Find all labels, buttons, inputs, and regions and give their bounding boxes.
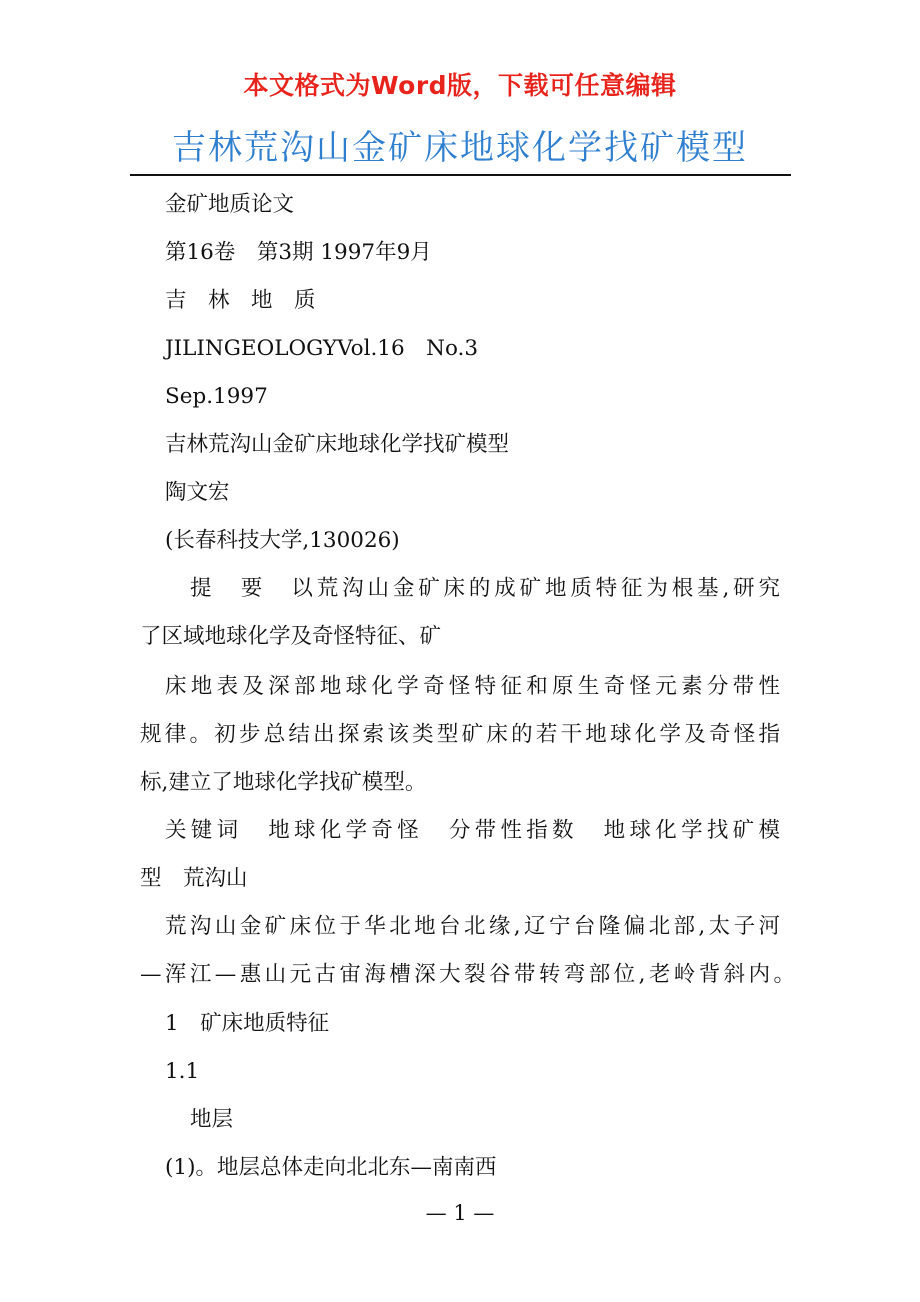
abstract-line: 规律。初步总结出探索该类型矿床的若干地球化学及奇怪指 <box>140 722 780 747</box>
journal-name-cn: 吉 林 地 质 <box>165 288 316 313</box>
format-banner: 本文格式为Word版，下载可任意编辑 <box>243 71 677 100</box>
abstract-line: 床地表及深部地球化学奇怪特征和原生奇怪元素分带性 <box>165 674 780 699</box>
article-title: 吉林荒沟山金矿床地球化学找矿模型 <box>165 432 510 457</box>
keywords-line: 关键词 地球化学奇怪 分带性指数 地球化学找矿模 <box>165 818 780 843</box>
date-en: Sep.1997 <box>165 384 268 409</box>
keywords-line: 型 荒沟山 <box>140 866 248 891</box>
subsection-number: 1.1 <box>165 1059 200 1084</box>
section-heading: 1 矿床地质特征 <box>165 1011 330 1036</box>
document-title: 吉林荒沟山金矿床地球化学找矿模型 <box>172 128 748 168</box>
abstract-line: 标,建立了地球化学找矿模型。 <box>140 770 427 795</box>
page-number: — 1 — <box>425 1201 495 1225</box>
issue-line: 第16卷 第3期 1997年9月 <box>165 240 432 265</box>
abstract-line: 提 要 以荒沟山金矿床的成矿地质特征为根基,研究 <box>190 576 780 601</box>
intro-paragraph-line: —浑江—惠山元古宙海槽深大裂谷带转弯部位,老岭背斜内。 <box>140 962 795 987</box>
journal-section: 金矿地质论文 <box>165 192 295 217</box>
author: 陶文宏 <box>165 480 230 505</box>
journal-name-en: JILINGEOLOGYVol.16 No.3 <box>165 336 479 361</box>
title-divider <box>130 174 791 176</box>
list-item: (1)。地层总体走向北北东—南南西 <box>165 1155 497 1180</box>
intro-paragraph-line: 荒沟山金矿床位于华北地台北缘,辽宁台隆偏北部,太子河 <box>165 914 780 939</box>
subsection-heading: 地层 <box>190 1107 234 1132</box>
affiliation: (长春科技大学,130026) <box>165 528 400 553</box>
abstract-line: 了区域地球化学及奇怪特征、矿 <box>140 624 442 649</box>
